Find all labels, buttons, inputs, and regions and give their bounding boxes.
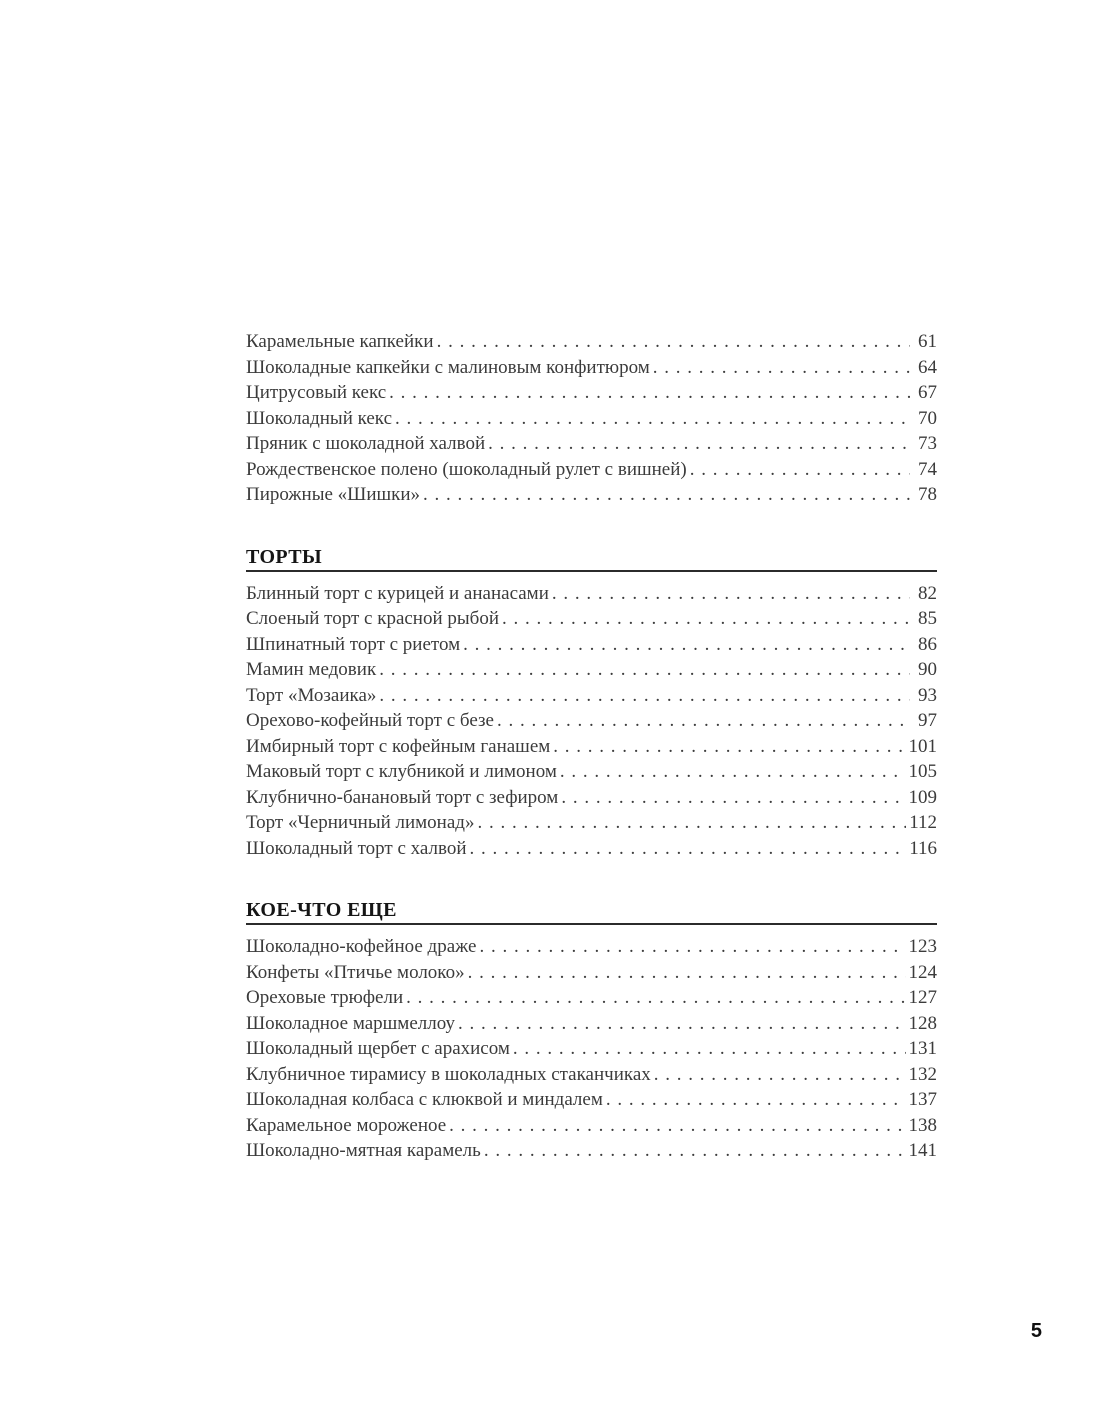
entry-page: 138 xyxy=(908,1114,937,1136)
section-rule xyxy=(246,570,937,572)
dot-leader xyxy=(553,734,905,760)
dot-leader xyxy=(389,380,910,406)
entry-page: 90 xyxy=(918,659,937,680)
entry-page: 86 xyxy=(918,633,937,655)
toc-entry xyxy=(246,457,937,483)
entry-title: Шоколадный торт с халвой xyxy=(246,837,467,859)
toc-entry xyxy=(246,785,937,811)
toc-entry xyxy=(246,482,937,508)
entry-page: 127 xyxy=(908,987,937,1008)
toc-section xyxy=(246,897,937,1164)
toc-entry xyxy=(246,934,937,960)
entry-page: 64 xyxy=(918,356,937,378)
page-number: 5 xyxy=(1030,1320,1042,1342)
toc-entry xyxy=(246,734,937,760)
entry-title: Пряник с шоколадной халвой xyxy=(246,433,486,454)
dot-leader xyxy=(502,606,910,632)
dot-leader xyxy=(395,406,910,432)
entry-page: 131 xyxy=(908,1038,937,1059)
section-heading: ТОРТЫ xyxy=(246,545,323,568)
entry-title: Орехово-кофейный торт с безе xyxy=(246,710,494,731)
entry-title: Шоколадный щербет с арахисом xyxy=(246,1038,510,1059)
entry-page: 82 xyxy=(918,582,937,604)
toc-entry xyxy=(246,1036,937,1062)
entry-page: 128 xyxy=(908,1012,937,1034)
entry-title: Карамельное мороженое xyxy=(246,1114,447,1136)
table-of-contents xyxy=(246,329,937,1164)
toc-entry xyxy=(246,329,937,355)
toc-entry xyxy=(246,355,937,381)
entry-title: Клубнично-банановый торт с зефиром xyxy=(246,786,559,808)
entry-title: Шоколадные капкейки с малиновым конфитюром xyxy=(246,356,650,378)
entry-title: Шоколадный кекс xyxy=(246,407,392,429)
entry-title: Торт «Черничный лимонад» xyxy=(246,812,475,833)
entry-page: 78 xyxy=(918,484,937,505)
entry-page: 105 xyxy=(908,761,937,782)
toc-entry xyxy=(246,960,937,986)
dot-leader xyxy=(561,785,905,811)
section-heading: КОЕ-ЧТО ЕЩЕ xyxy=(246,899,397,921)
entry-page: 137 xyxy=(908,1089,937,1110)
dot-leader xyxy=(497,708,910,734)
dot-leader xyxy=(560,759,906,785)
entry-title: Шоколадная колбаса с клюквой и миндалем xyxy=(246,1089,603,1110)
entry-title: Шпинатный торт с риетом xyxy=(246,633,461,655)
entry-title: Маковый торт с клубникой и лимоном xyxy=(246,761,557,782)
entry-page: 124 xyxy=(908,961,937,983)
toc-entry xyxy=(246,581,937,607)
dot-leader xyxy=(690,457,910,483)
dot-leader xyxy=(437,329,910,355)
toc-entry xyxy=(246,406,937,432)
entry-title: Блинный торт с курицей и ананасами xyxy=(246,582,549,604)
entry-title: Рождественское полено (шоколадный рулет с вишней) xyxy=(246,458,687,480)
toc-entry xyxy=(246,1062,937,1088)
dot-leader xyxy=(484,1138,906,1164)
toc-entry xyxy=(246,759,937,785)
entry-title: Шоколадное маршмеллоу xyxy=(246,1012,455,1034)
toc-entry xyxy=(246,632,937,658)
dot-leader xyxy=(458,1011,906,1037)
entry-title: Карамельные капкейки xyxy=(246,331,434,352)
entry-page: 97 xyxy=(918,710,937,731)
dot-leader xyxy=(423,482,910,508)
dot-leader xyxy=(513,1036,906,1062)
dot-leader xyxy=(552,581,910,607)
toc-entry xyxy=(246,810,937,836)
entry-title: Слоеный торт с красной рыбой xyxy=(246,608,499,629)
toc-entry xyxy=(246,985,937,1011)
entry-page: 116 xyxy=(909,837,937,859)
entry-title: Имбирный торт с кофейным ганашем xyxy=(246,735,551,757)
entry-page: 61 xyxy=(918,331,937,352)
entry-page: 101 xyxy=(908,735,937,757)
dot-leader xyxy=(379,683,910,709)
toc-entry xyxy=(246,380,937,406)
entry-page: 73 xyxy=(918,433,937,454)
dot-leader xyxy=(477,810,906,836)
toc-entry xyxy=(246,683,937,709)
entry-list xyxy=(246,934,937,1164)
toc-entry xyxy=(246,1087,937,1113)
entry-title: Конфеты «Птичье молоко» xyxy=(246,961,465,983)
entry-title: Ореховые трюфели xyxy=(246,987,404,1008)
entry-title: Шоколадно-мятная карамель xyxy=(246,1140,481,1161)
toc-entry xyxy=(246,1138,937,1164)
entry-title: Цитрусовый кекс xyxy=(246,382,387,403)
entry-page: 112 xyxy=(909,812,937,833)
dot-leader xyxy=(463,632,910,658)
dot-leader xyxy=(653,355,910,381)
entry-page: 74 xyxy=(918,458,937,480)
entry-title: Мамин медовик xyxy=(246,659,377,680)
dot-leader xyxy=(606,1087,906,1113)
entry-list xyxy=(246,329,937,508)
dot-leader xyxy=(379,657,910,683)
toc-entry xyxy=(246,836,937,862)
dot-leader xyxy=(449,1113,905,1139)
entry-page: 132 xyxy=(908,1063,937,1085)
entry-title: Пирожные «Шишки» xyxy=(246,484,421,505)
toc-section xyxy=(246,544,937,862)
entry-page: 141 xyxy=(908,1140,937,1161)
dot-leader xyxy=(488,431,910,457)
toc-entry xyxy=(246,708,937,734)
entry-page: 109 xyxy=(908,786,937,808)
entry-page: 70 xyxy=(918,407,937,429)
dot-leader xyxy=(470,836,907,862)
section-rule xyxy=(246,923,937,925)
entry-list xyxy=(246,581,937,862)
dot-leader xyxy=(406,985,905,1011)
entry-title: Торт «Мозаика» xyxy=(246,684,377,706)
dot-leader xyxy=(654,1062,906,1088)
entry-title: Шоколадно-кофейное драже xyxy=(246,936,477,957)
dot-leader xyxy=(468,960,906,986)
toc-entry xyxy=(246,606,937,632)
entry-title: Клубничное тирамису в шоколадных стаканчиках xyxy=(246,1063,651,1085)
toc-entry xyxy=(246,1011,937,1037)
entry-page: 123 xyxy=(908,936,937,957)
toc-section xyxy=(246,329,937,508)
entry-page: 67 xyxy=(918,382,937,403)
entry-page: 85 xyxy=(918,608,937,629)
entry-page: 93 xyxy=(918,684,937,706)
dot-leader xyxy=(479,934,905,960)
toc-entry xyxy=(246,1113,937,1139)
toc-entry xyxy=(246,431,937,457)
toc-entry xyxy=(246,657,937,683)
